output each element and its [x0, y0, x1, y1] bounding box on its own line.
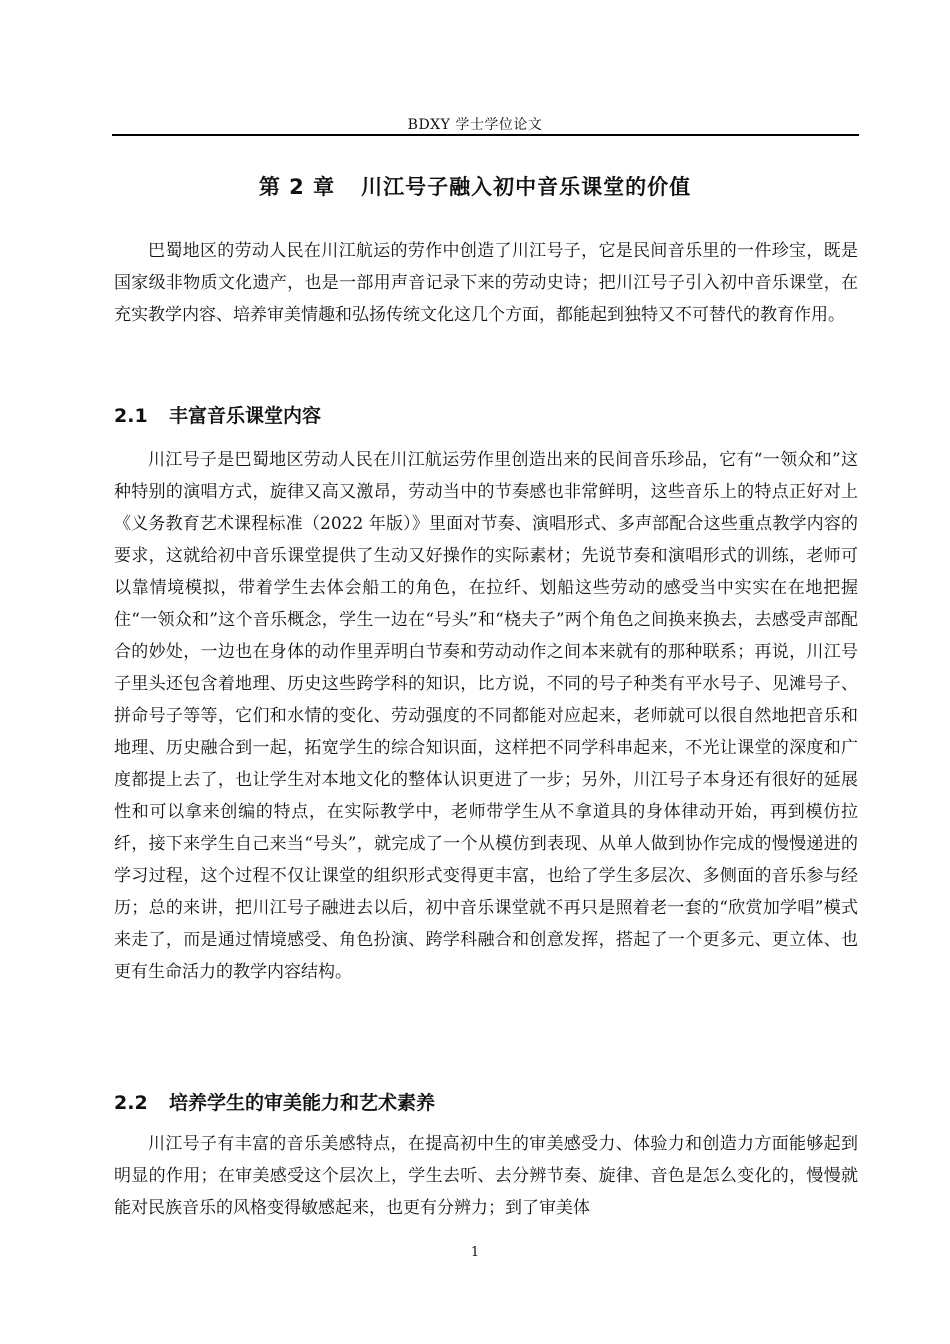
chapter-title-text: 川江号子融入初中音乐课堂的价值 [361, 175, 692, 199]
section-heading-2-1 [114, 403, 321, 429]
chapter-number: 第 2 章 [258, 175, 336, 199]
chapter-title [0, 173, 950, 201]
section-number: 2.1 [114, 405, 148, 427]
section-title: 培养学生的审美能力和艺术素养 [169, 1092, 436, 1114]
section-number: 2.2 [114, 1092, 148, 1114]
section-heading-2-2 [114, 1090, 435, 1116]
section-title: 丰富音乐课堂内容 [169, 405, 322, 427]
header-rule [112, 134, 859, 136]
page-number: 1 [470, 1245, 480, 1260]
section-paragraph-2-1: 川江号子是巴蜀地区劳动人民在川江航运劳作里创造出来的民间音乐珍品，它有“一领众和”这种特别的演唱方式，旋律又高又激昂，劳动当中的节奏感也非常鲜明，这些音乐上的特点正好对上《义务教育艺术课程标准（2022 年版）》里面对节奏、演唱形式、多声部配合这些重点教学内容的要求，这就给初中音乐课堂提供了生动又好操作的实际素材；先说节奏和演唱形式的训练，老师可以靠情境模拟，带着学生去体会船工的角色，在拉纤、划船这些劳动的感受当中实实在在地把握住“一领众和”这个音乐概念，学生一边在“号头”和“桡夫子”两个角色之间换来换去，去感受声部配合的妙处，一边也在身体的动作里弄明白节奏和劳动动作之间本来就有的那种联系；再说，川江号子里头还包含着地理、历史这些跨学科的知识，比方说，不同的号子种类有平水号子、见滩号子、拼命号子等等，它们和水情的变化、劳动强度的不同都能对应起来，老师就可以很自然地把音乐和地理、历史融合到一起，拓宽学生的综合知识面，这样把不同学科串起来，不光让课堂的深度和广度都提上去了，也让学生对本地文化的整体认识更进了一步；另外，川江号子本身还有很好的延展性和可以拿来创编的特点，在实际教学中，老师带学生从不拿道具的身体律动开始，再到模仿拉纤，接下来学生自己来当“号头”，就完成了一个从模仿到表现、从单人做到协作完成的慢慢递进的学习过程，这个过程不仅让课堂的组织形式变得更丰富，也给了学生多层次、多侧面的音乐参与经历；总的来讲，把川江号子融进去以后，初中音乐课堂就不再只是照着老一套的“欣赏加学唱”模式来走了，而是通过情境感受、角色扮演、跨学科融合和创意发挥，搭起了一个更多元、更立体、也更有生命活力的教学内容结构。 [114, 450, 858, 982]
section-paragraph-2-2: 川江号子有丰富的音乐美感特点，在提高初中生的审美感受力、体验力和创造力方面能够起到明显的作用；在审美感受这个层次上，学生去听、去分辨节奏、旋律、音色是怎么变化的，慢慢就能对民族音乐的风格变得敏感起来，也更有分辨力；到了审美体 [114, 1134, 858, 1218]
running-header: BDXY 学士学位论文 [407, 117, 543, 133]
intro-paragraph: 巴蜀地区的劳动人民在川江航运的劳作中创造了川江号子，它是民间音乐里的一件珍宝，既是国家级非物质文化遗产，也是一部用声音记录下来的劳动史诗；把川江号子引入初中音乐课堂，在充实教学内容、培养审美情趣和弘扬传统文化这几个方面，都能起到独特又不可替代的教育作用。 [114, 241, 858, 325]
